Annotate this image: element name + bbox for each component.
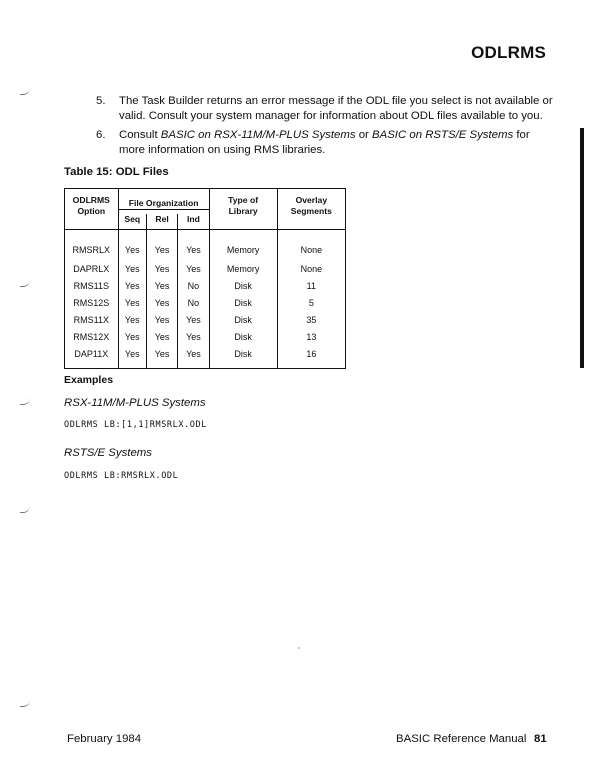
table-cell: Memory <box>209 230 277 261</box>
table-cell: Yes <box>146 345 177 369</box>
table-cell: RMS11X <box>73 314 109 325</box>
table-cell: Disk <box>209 345 277 369</box>
table-cell: 5 <box>277 294 345 311</box>
list-item <box>96 94 556 123</box>
table-cell: Yes <box>146 294 177 311</box>
table-cell: Yes <box>118 260 146 277</box>
table-cell: Yes <box>146 277 177 294</box>
header-file-organization: File Organization <box>118 189 209 214</box>
header-type-of-library: Type of Library <box>209 189 277 230</box>
table-cell: 11 <box>277 277 345 294</box>
margin-mark <box>20 88 30 95</box>
list-text: The Task Builder returns an error message if the ODL file you select is not available or valid. Consult your system manager for information about ODL files available to you. <box>119 95 553 122</box>
table-cell: Yes <box>118 311 146 328</box>
table-caption: Table 15: ODL Files <box>64 166 169 178</box>
table-cell: Disk <box>209 277 277 294</box>
footer-page-number: 81 <box>534 733 547 745</box>
list-text-post: for more information on using RMS libraries. <box>119 129 530 156</box>
margin-mark <box>20 506 30 513</box>
header-overlay-segments: Overlay Segments <box>277 189 345 230</box>
odl-files-table <box>64 188 346 369</box>
table-row <box>65 328 346 345</box>
table-header-row <box>65 189 346 214</box>
table-cell: None <box>277 230 345 261</box>
list-text-italic: BASIC on RSX-11M/M-PLUS Systems <box>160 129 356 141</box>
change-bar <box>580 128 584 368</box>
table-cell: No <box>178 277 209 294</box>
code-example-rsts: ODLRMS LB:RMSRLX.ODL <box>64 471 179 481</box>
table-cell: Memory <box>209 260 277 277</box>
table-cell: None <box>277 260 345 277</box>
table-cell: Yes <box>118 277 146 294</box>
page-header-title: ODLRMS <box>471 43 546 62</box>
table-cell: RMS12S <box>73 297 110 308</box>
table-cell: Yes <box>146 328 177 345</box>
header-seq: Seq <box>118 214 146 230</box>
table-cell: Disk <box>209 294 277 311</box>
header-option: ODLRMS Option <box>72 195 110 216</box>
examples-subtitle-rsts: RSTS/E Systems <box>64 447 152 459</box>
table-row <box>65 311 346 328</box>
table-body <box>65 230 346 369</box>
table-cell: Yes <box>178 311 209 328</box>
list-text-italic: BASIC on RSTS/E Systems <box>372 129 514 141</box>
table-cell: Yes <box>146 260 177 277</box>
header-rel: Rel <box>146 214 177 230</box>
table-row <box>65 230 346 261</box>
footer-manual-title: BASIC Reference Manual <box>396 733 527 745</box>
table-cell: Yes <box>146 311 177 328</box>
examples-heading: Examples <box>64 374 114 386</box>
table-cell: 35 <box>277 311 345 328</box>
header-ind: Ind <box>178 214 209 230</box>
table-row <box>65 345 346 369</box>
table-cell: Disk <box>209 328 277 345</box>
table-cell: Yes <box>178 345 209 369</box>
table-cell: Yes <box>118 294 146 311</box>
table-cell: Yes <box>118 345 146 369</box>
list-item <box>96 128 556 157</box>
table-cell: Yes <box>146 230 177 261</box>
scan-speck <box>298 647 300 649</box>
list-number: 5. <box>96 95 106 107</box>
table-cell: Yes <box>178 230 209 261</box>
table-cell: Disk <box>209 311 277 328</box>
table-cell: Yes <box>118 328 146 345</box>
table-row <box>65 277 346 294</box>
examples-subtitle-rsx: RSX-11M/M-PLUS Systems <box>64 397 206 409</box>
code-example-rsx: ODLRMS LB:[1,1]RMSRLX.ODL <box>64 420 207 430</box>
table-cell: RMSRLX <box>65 230 119 261</box>
table-cell: RMS11S <box>73 280 109 291</box>
table-cell: 16 <box>277 345 345 369</box>
table-row <box>65 294 346 311</box>
table-cell: DAP11X <box>74 348 109 359</box>
table-cell: RMS12X <box>73 331 110 342</box>
table-cell: No <box>178 294 209 311</box>
list-text-mid: or <box>355 129 373 141</box>
table-cell: DAPRLX <box>73 263 110 274</box>
table-row <box>65 260 346 277</box>
footer-date: February 1984 <box>67 733 142 745</box>
table-cell: 13 <box>277 328 345 345</box>
table-cell: Yes <box>178 260 209 277</box>
list-text-pre: Consult <box>119 129 161 141</box>
table-cell: Yes <box>118 230 146 261</box>
margin-mark <box>20 398 30 405</box>
numbered-list <box>96 94 556 162</box>
list-number: 6. <box>96 129 106 141</box>
margin-mark <box>20 700 30 707</box>
table-cell: Yes <box>178 328 209 345</box>
margin-mark <box>20 280 30 287</box>
